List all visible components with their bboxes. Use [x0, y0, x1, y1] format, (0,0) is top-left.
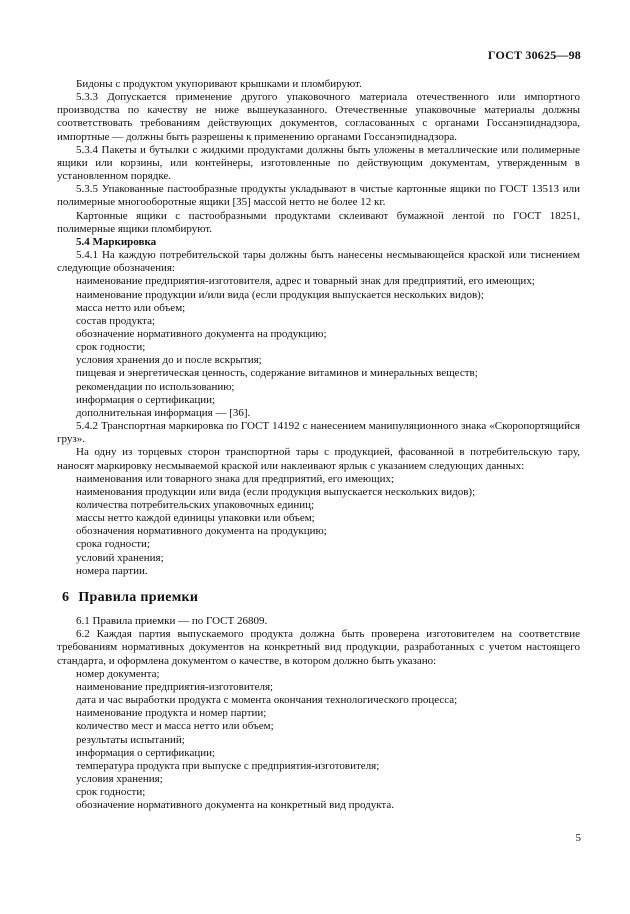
paragraph: 5.3.4 Пакеты и бутылки с жидкими продуктами должны быть уложены в металлические или полимерные ящики или корзины, или контейнеры, изготовленные по действующим документам, утвержденным в установленном порядке. — [57, 143, 580, 183]
paragraph: 6.1 Правила приемки — по ГОСТ 26809. — [76, 615, 268, 628]
paragraph: наименование предприятия-изготовителя, адрес и товарный знак для предприятий, его имеющих; — [76, 275, 535, 288]
list-item: информация о сертификации; — [76, 393, 216, 406]
list-item: результаты испытаний; — [76, 733, 185, 746]
subsection-heading: 5.4 Маркировка — [76, 235, 157, 248]
list-item: масса нетто или объем; — [76, 301, 186, 314]
paragraph: На одну из торцевых сторон транспортной тары с продукцией, фасованной в потребительскую тару, наносят маркировку несмываемой краской или наклеивают ярлык с указанием следующих данных: — [57, 446, 580, 472]
list-item: рекомендации по использованию; — [76, 380, 235, 393]
list-item: дата и час выработки продукта с момента окончания технологического процесса; — [76, 694, 458, 707]
section-number: 6 — [62, 589, 70, 605]
document-code-header: ГОСТ 30625—98 — [487, 48, 581, 62]
document-body — [57, 78, 580, 812]
paragraph: Картонные ящики с пастообразными продуктами склеивают бумажной лентой по ГОСТ 18251, полимерные ящики пломбируют. — [57, 209, 580, 235]
list-item: срок годности; — [76, 786, 146, 799]
list-item: наименования продукции или вида (если продукция выпускается нескольких видов); — [76, 485, 476, 498]
list-item: температура продукта при выпуске с предприятия-изготовителя; — [76, 759, 380, 772]
list-item: условия хранения; — [76, 772, 163, 785]
list-item: условий хранения; — [76, 551, 164, 564]
list-item: количества потребительских упаковочных единиц; — [76, 499, 315, 511]
list-item: наименование предприятия-изготовителя; — [76, 680, 274, 693]
list-item: условия хранения до и после вскрытия; — [76, 354, 262, 367]
paragraph: 5.3.5 Упакованные пастообразные продукты укладывают в чистые картонные ящики по ГОСТ 13513 или полимерные многооборотные ящики [35] массой нетто не более 12 кг. — [57, 183, 580, 209]
paragraph: 5.3.3 Допускается применение другого упаковочного материала отечественного или импортного производства по качеству не ниже вышеуказанного. Отечественные упаковочные материалы должны соответствовать требованиям действующих документов, согласованных с органами Госсанэпиднадзора, импортные — должны быть разрешены к применению органами Госсанэпиднадзора. — [57, 91, 580, 143]
paragraph: 5.4.1 На каждую потребительской тары должны быть нанесены несмывающейся краской или тиснением следующие обозначения: — [57, 249, 580, 275]
paragraph: Бидоны с продуктом укупоривают крышками и пломбируют. — [76, 78, 362, 90]
list-item: наименование продукта и номер партии; — [76, 707, 267, 720]
list-item: обозначения нормативного документа на продукцию; — [76, 525, 327, 538]
list-item: пищевая и энергетическая ценность, содержание витаминов и минеральных веществ; — [76, 367, 478, 380]
list-item: наименование продукции и/или вида (если продукция выпускается нескольких видов); — [76, 288, 484, 301]
paragraph: 6.2 Каждая партия выпускаемого продукта должна быть проверена изготовителем на соответствие требованиям нормативных документов на конкретный вид продукции, разработанных с учетом настоящего стандарта, и оформлена документом о качестве, в котором должно быть указано: — [57, 628, 580, 667]
list-item: номер документа; — [76, 667, 160, 680]
page-number: 5 — [575, 832, 581, 844]
list-item: количество мест и масса нетто или объем; — [76, 720, 274, 733]
paragraph: 5.4.2 Транспортная маркировка по ГОСТ 14192 с нанесением манипуляционного знака «Скоропортящийся груз». — [57, 420, 580, 446]
section-heading — [57, 591, 580, 604]
list-item: массы нетто каждой единицы упаковки или объем; — [76, 512, 315, 525]
list-item: обозначение нормативного документа на продукцию; — [76, 327, 327, 340]
section-title: Правила приемки — [78, 589, 199, 605]
list-item: информация о сертификации; — [76, 746, 216, 759]
list-item: дополнительная информация — [36]. — [76, 406, 251, 419]
list-item: срока годности; — [76, 538, 151, 551]
list-item: номера партии. — [76, 564, 148, 577]
list-item: срок годности; — [76, 341, 146, 354]
list-item: наименования или товарного знака для предприятий, его имеющих; — [76, 472, 395, 485]
list-item: обозначение нормативного документа на конкретный вид продукта. — [76, 799, 395, 812]
list-item: состав продукта; — [76, 314, 156, 327]
